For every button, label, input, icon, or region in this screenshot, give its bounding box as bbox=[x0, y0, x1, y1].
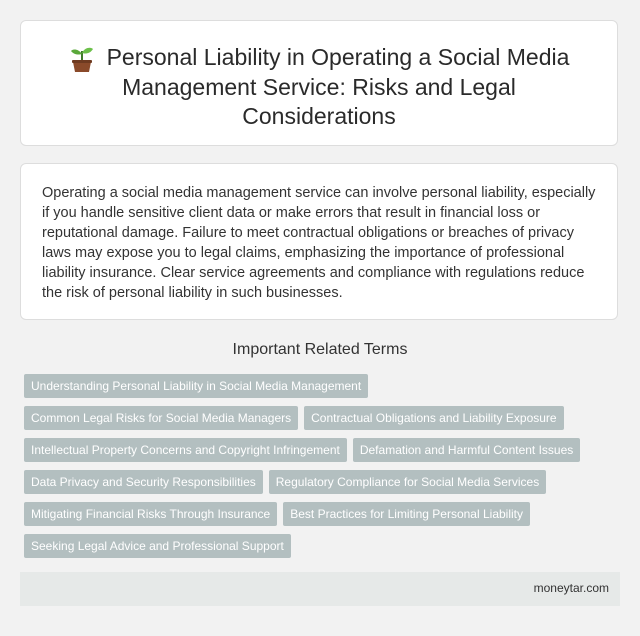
related-term-tag[interactable]: Mitigating Financial Risks Through Insurance bbox=[24, 502, 277, 526]
tag-row bbox=[24, 438, 624, 462]
title-block bbox=[21, 43, 617, 131]
related-term-tag[interactable]: Seeking Legal Advice and Professional Support bbox=[24, 534, 291, 558]
summary-text: Operating a social media management service can involve personal liability, especially if you handle sensitive client data or make errors that result in financial loss or reputational damage. Failure to meet contractual obligations or breaches of privacy laws may expose you to legal claims, emphasizing the importance of professional liability insurance. Clear service agreements and compliance with regulations reduce the risk of personal liability in such businesses. bbox=[42, 185, 596, 301]
site-name[interactable]: moneytar.com bbox=[533, 581, 609, 595]
related-term-tag[interactable]: Regulatory Compliance for Social Media Services bbox=[269, 470, 546, 494]
tag-row bbox=[24, 502, 624, 526]
tag-row bbox=[24, 534, 624, 558]
related-term-tag[interactable]: Contractual Obligations and Liability Exposure bbox=[304, 406, 563, 430]
related-term-tag[interactable]: Understanding Personal Liability in Social Media Management bbox=[24, 374, 368, 398]
related-terms-heading: Important Related Terms bbox=[232, 341, 408, 358]
seedling-icon bbox=[69, 45, 95, 73]
summary-card bbox=[20, 163, 618, 320]
related-term-tag[interactable]: Defamation and Harmful Content Issues bbox=[353, 438, 580, 462]
related-terms-list bbox=[24, 374, 624, 566]
title-line-3: Considerations bbox=[242, 103, 396, 129]
title-line-2: Management Service: Risks and Legal bbox=[122, 74, 516, 100]
related-term-tag[interactable]: Intellectual Property Concerns and Copyright Infringement bbox=[24, 438, 347, 462]
related-term-tag[interactable]: Best Practices for Limiting Personal Liability bbox=[283, 502, 530, 526]
related-term-tag[interactable]: Data Privacy and Security Responsibilities bbox=[24, 470, 263, 494]
tag-row bbox=[24, 470, 624, 494]
tag-row bbox=[24, 406, 624, 430]
footer-bar bbox=[20, 572, 620, 606]
tag-row bbox=[24, 374, 624, 398]
title-line-1: Personal Liability in Operating a Social Media bbox=[41, 43, 597, 73]
related-term-tag[interactable]: Common Legal Risks for Social Media Managers bbox=[24, 406, 298, 430]
title-card bbox=[20, 20, 618, 146]
page-title bbox=[41, 43, 597, 131]
